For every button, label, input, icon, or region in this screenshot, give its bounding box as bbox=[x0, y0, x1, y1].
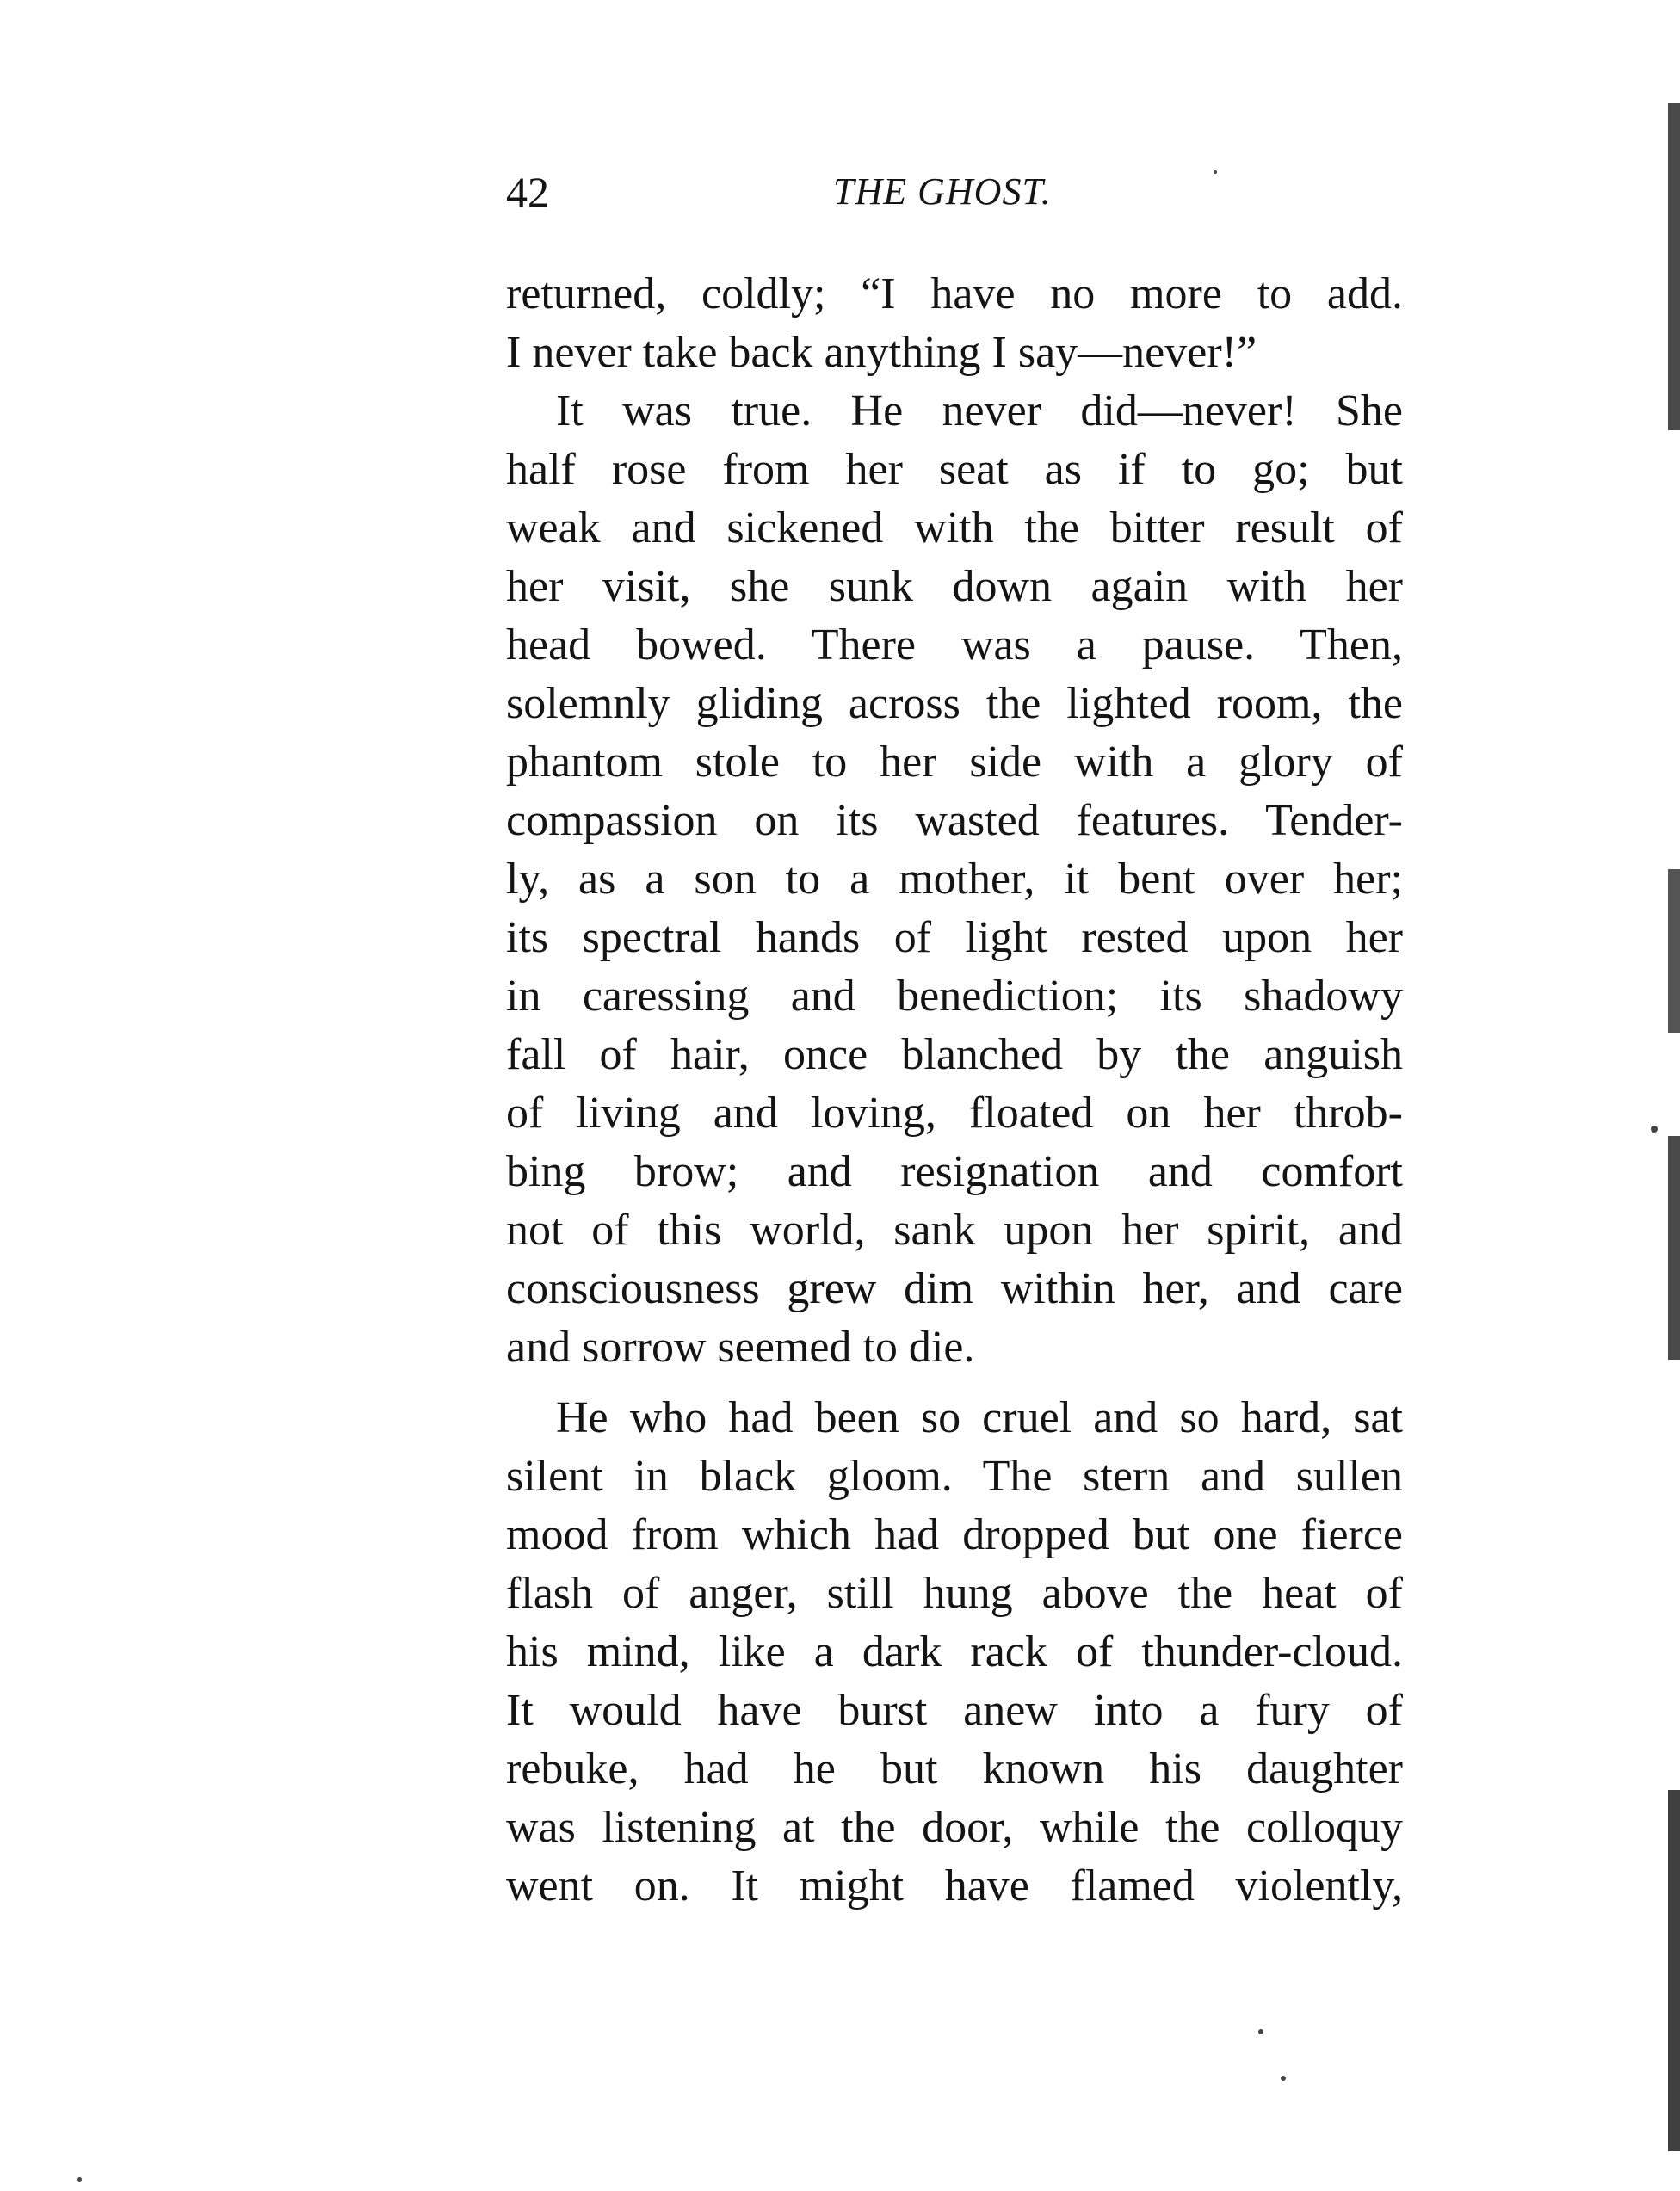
scan-edge-mark bbox=[1668, 1136, 1680, 1360]
scan-edge-mark bbox=[1668, 869, 1680, 1033]
text-line: phantom stole to her side with a glory of bbox=[506, 738, 1403, 787]
page-number: 42 bbox=[506, 168, 549, 216]
text-line: went on. It might have flamed violently, bbox=[506, 1861, 1403, 1910]
text-line: It would have burst anew into a fury of bbox=[506, 1686, 1403, 1735]
paragraph bbox=[506, 265, 1403, 382]
text-line: was listening at the door, while the colloquy bbox=[506, 1803, 1403, 1852]
running-head bbox=[506, 162, 1418, 222]
scan-speck bbox=[1651, 1126, 1658, 1133]
text-line: rebuke, had he but known his daughter bbox=[506, 1744, 1403, 1793]
text-line: ly, as a son to a mother, it bent over her; bbox=[506, 855, 1403, 904]
text-line: bing brow; and resignation and comfort bbox=[506, 1147, 1403, 1196]
scan-speck bbox=[1258, 2029, 1263, 2034]
text-line: fall of hair, once blanched by the anguish bbox=[506, 1030, 1403, 1079]
text-line: her visit, she sunk down again with her bbox=[506, 562, 1403, 611]
paragraph bbox=[506, 382, 1403, 1377]
text-line: weak and sickened with the bitter result of bbox=[506, 503, 1403, 552]
text-line: not of this world, sank upon her spirit, and bbox=[506, 1206, 1403, 1255]
text-line: its spectral hands of light rested upon her bbox=[506, 913, 1403, 962]
text-line: mood from which had dropped but one fierce bbox=[506, 1510, 1403, 1559]
text-line: It was true. He never did—never! She bbox=[556, 386, 1403, 435]
scan-edge-mark bbox=[1668, 1790, 1680, 2151]
text-line: returned, coldly; “I have no more to add. bbox=[506, 269, 1403, 318]
text-line: half rose from her seat as if to go; but bbox=[506, 445, 1403, 494]
text-line: in caressing and benediction; its shadowy bbox=[506, 972, 1403, 1021]
text-line: consciousness grew dim within her, and care bbox=[506, 1264, 1403, 1313]
scan-speck bbox=[77, 2177, 82, 2182]
paragraph-gap bbox=[506, 1377, 1403, 1389]
text-line: silent in black gloom. The stern and sullen bbox=[506, 1452, 1403, 1501]
text-line: of living and loving, floated on her throb- bbox=[506, 1089, 1403, 1138]
paragraph bbox=[506, 1389, 1403, 1916]
text-line: and sorrow seemed to die. bbox=[506, 1323, 975, 1372]
text-line: compassion on its wasted features. Tender- bbox=[506, 796, 1403, 845]
text-line: head bowed. There was a pause. Then, bbox=[506, 620, 1403, 670]
scan-edge-mark bbox=[1668, 103, 1680, 430]
text-line: his mind, like a dark rack of thunder-cloud. bbox=[506, 1627, 1403, 1676]
body-text bbox=[506, 265, 1403, 1916]
running-title: THE GHOST. bbox=[833, 170, 1052, 213]
text-line: I never take back anything I say—never!” bbox=[506, 328, 1257, 377]
text-line: He who had been so cruel and so hard, sat bbox=[556, 1393, 1403, 1442]
scan-speck bbox=[1281, 2076, 1286, 2081]
text-line: solemnly gliding across the lighted room, the bbox=[506, 679, 1403, 728]
text-line: flash of anger, still hung above the heat of bbox=[506, 1569, 1403, 1618]
